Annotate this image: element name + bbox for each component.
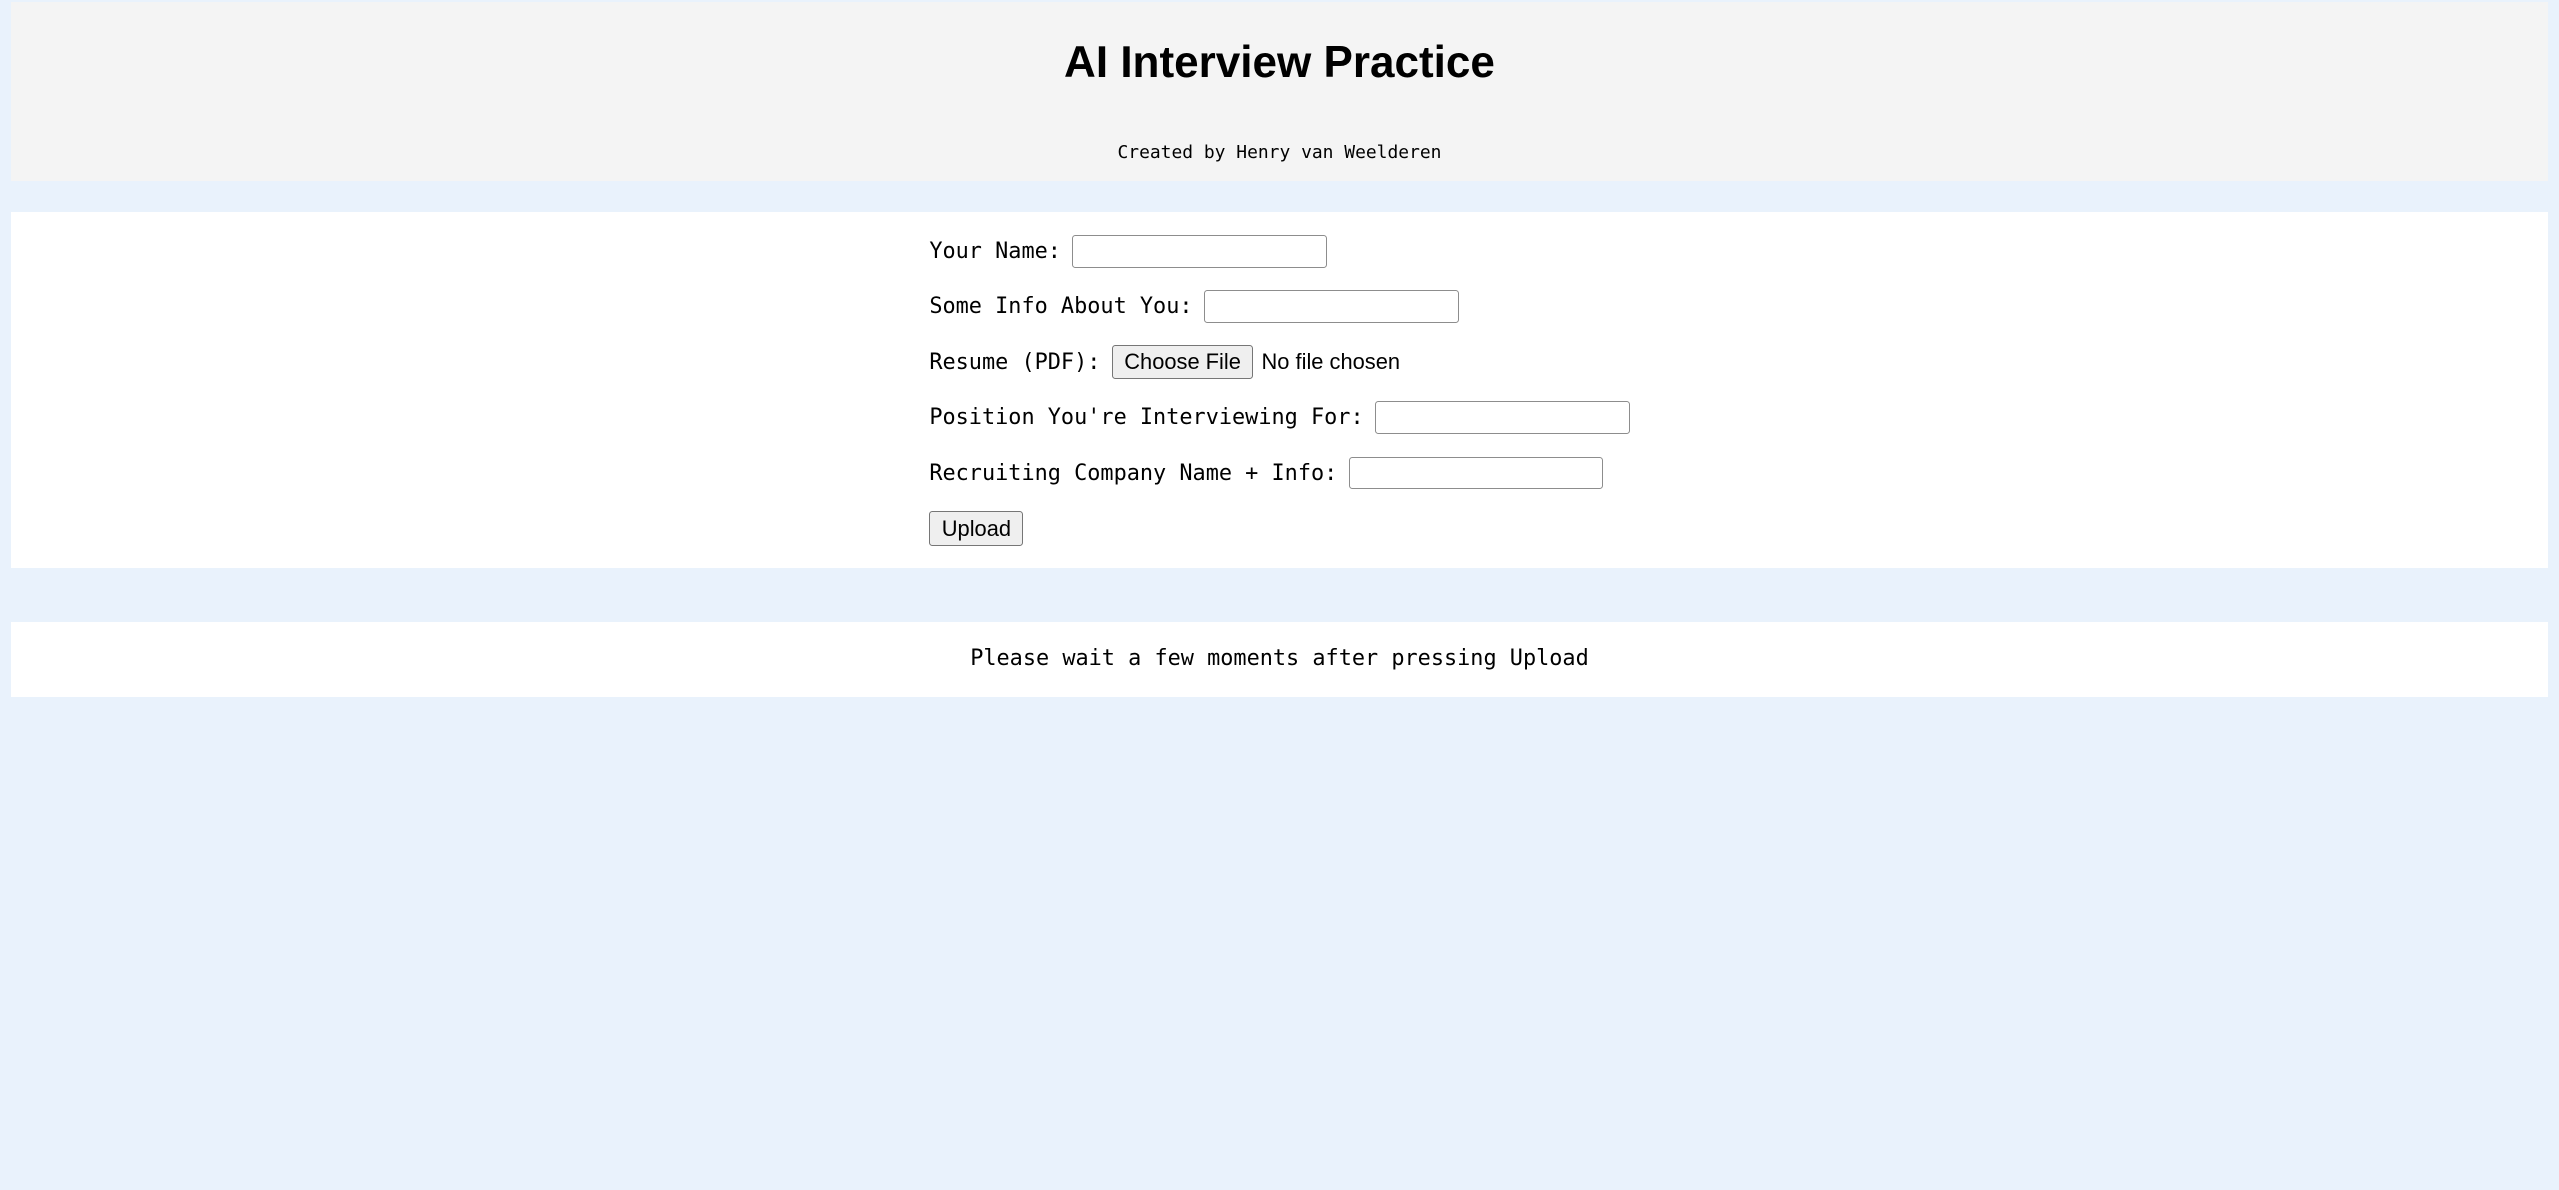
company-label: Recruiting Company Name + Info: (929, 460, 1338, 486)
form-row-company (929, 457, 1629, 490)
company-input[interactable] (1349, 457, 1604, 490)
status-message: Please wait a few moments after pressing Upload (970, 646, 1589, 672)
your-name-input[interactable] (1072, 235, 1327, 268)
page-title: AI Interview Practice (1064, 37, 1495, 87)
form-row-submit (929, 512, 1629, 545)
some-info-label: Some Info About You: (929, 294, 1193, 320)
your-name-label: Your Name: (929, 238, 1061, 264)
choose-file-button[interactable]: Choose File (1112, 345, 1253, 379)
upload-button[interactable]: Upload (929, 511, 1023, 545)
form-row-some-info (929, 290, 1629, 323)
form-section (11, 212, 2547, 568)
some-info-input[interactable] (1204, 290, 1459, 323)
form-row-your-name (929, 235, 1629, 268)
resume-label: Resume (PDF): (929, 349, 1101, 375)
form-row-resume (929, 346, 1629, 379)
interview-setup-form (929, 235, 1629, 545)
file-status-text: No file chosen (1261, 349, 1401, 375)
status-message-section (11, 622, 2547, 697)
position-label: Position You're Interviewing For: (929, 405, 1364, 431)
page-subtitle: Created by Henry van Weelderen (1117, 141, 1442, 163)
form-row-position (929, 401, 1629, 434)
header-section (11, 2, 2547, 181)
position-input[interactable] (1375, 401, 1630, 434)
